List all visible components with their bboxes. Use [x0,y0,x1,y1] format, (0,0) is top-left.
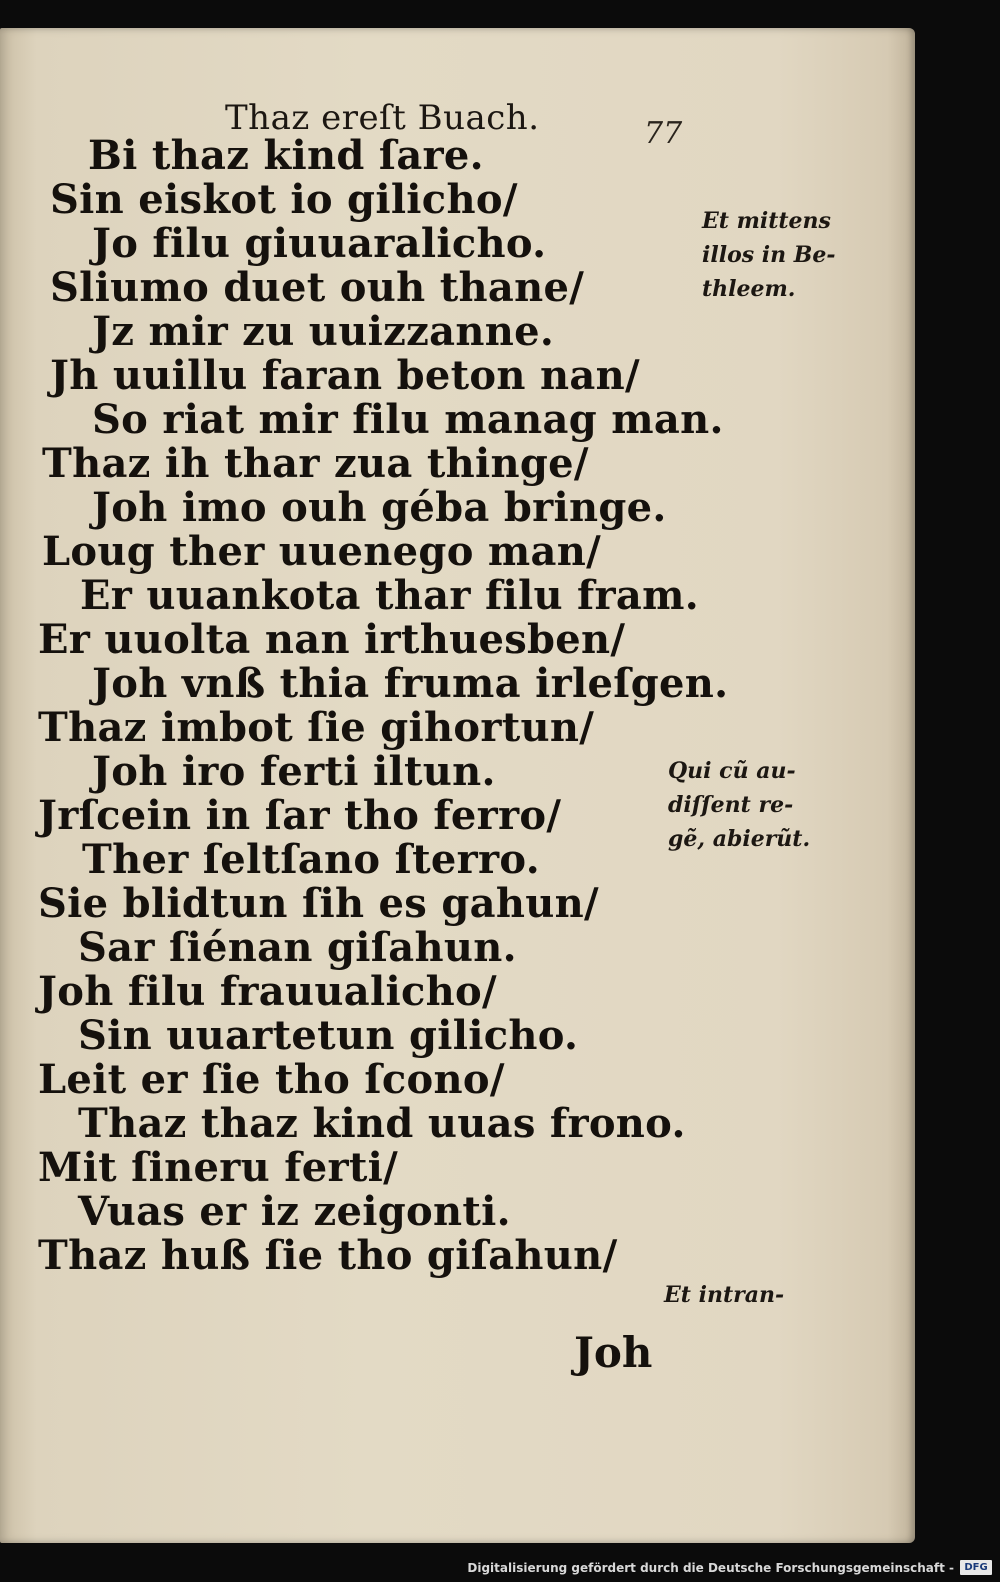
verse-line: Jrſcein in ſar tho ferro/ [38,792,562,839]
verse-line: Bi thaz kind ſare. [88,132,484,179]
verse-line: Joh filu frauualicho/ [38,968,497,1015]
verse-line: Er uuolta nan irthuesben/ [38,616,626,663]
funding-footer [0,1555,1000,1582]
gloss-line: Qui cũ au- [668,758,796,784]
verse-line: Jo filu giuuaralicho. [92,220,547,267]
verse-line: Joh vnß thia fruma irleſgen. [92,660,729,707]
verse-line: Thaz huß ſie tho giſahun/ [38,1232,618,1279]
book-page [0,28,915,1543]
verse-line: Thaz imbot ſie gihortun/ [38,704,595,751]
gloss-line: diſſent re- [668,792,794,819]
verse-line: Sar ſiénan giſahun. [78,924,517,971]
verse-line: Er uuankota thar filu fram. [80,572,699,619]
verse-line: Sie blidtun ſih es gahun/ [38,880,599,927]
marginal-gloss [664,1278,784,1312]
verse-line: Vuas er iz zeigonti. [78,1188,511,1235]
gloss-line: illos in Be- [702,242,836,269]
verse-line: Joh iro ferti iltun. [92,748,496,795]
verse-line: Leit er ſie tho ſcono/ [38,1056,505,1103]
verse-line: Ther ſeltſano ſterro. [82,836,540,883]
dfg-logo-icon: DFG [960,1560,992,1575]
verse-line: Loug ther uuenego man/ [42,528,602,575]
verse-line: Sin eiskot io gilicho/ [50,176,518,223]
marginal-gloss [702,204,836,306]
gloss-line: gẽ, abierũt. [668,826,811,853]
verse-line: Sin uuartetun gilicho. [78,1012,579,1059]
verse-line: Jz mir zu uuizzanne. [92,308,555,355]
marginal-gloss [668,754,810,856]
verse-line: Thaz thaz kind uuas frono. [78,1100,686,1147]
verse-line: Sliumo duet ouh thane/ [50,264,585,311]
verse-line: Jh uuillu faran beton nan/ [50,352,640,399]
catchword: Joh [574,1328,653,1377]
gloss-line: thleem. [702,276,796,303]
page-number: 77 [644,116,683,151]
running-head: Thaz ereſt Buach. [225,98,540,138]
verse-line: Joh imo ouh géba bringe. [92,484,667,531]
gloss-line: Et intran- [664,1282,785,1308]
gloss-line: Et mittens [702,208,831,234]
funding-notice: Digitalisierung gefördert durch die Deutsche Forschungsgemeinschaft - [467,1561,954,1575]
verse-line: So riat mir filu manag man. [92,396,724,443]
verse-line: Thaz ih thar zua thinge/ [42,440,589,487]
verse-line: Mit ſineru ferti/ [38,1144,399,1191]
